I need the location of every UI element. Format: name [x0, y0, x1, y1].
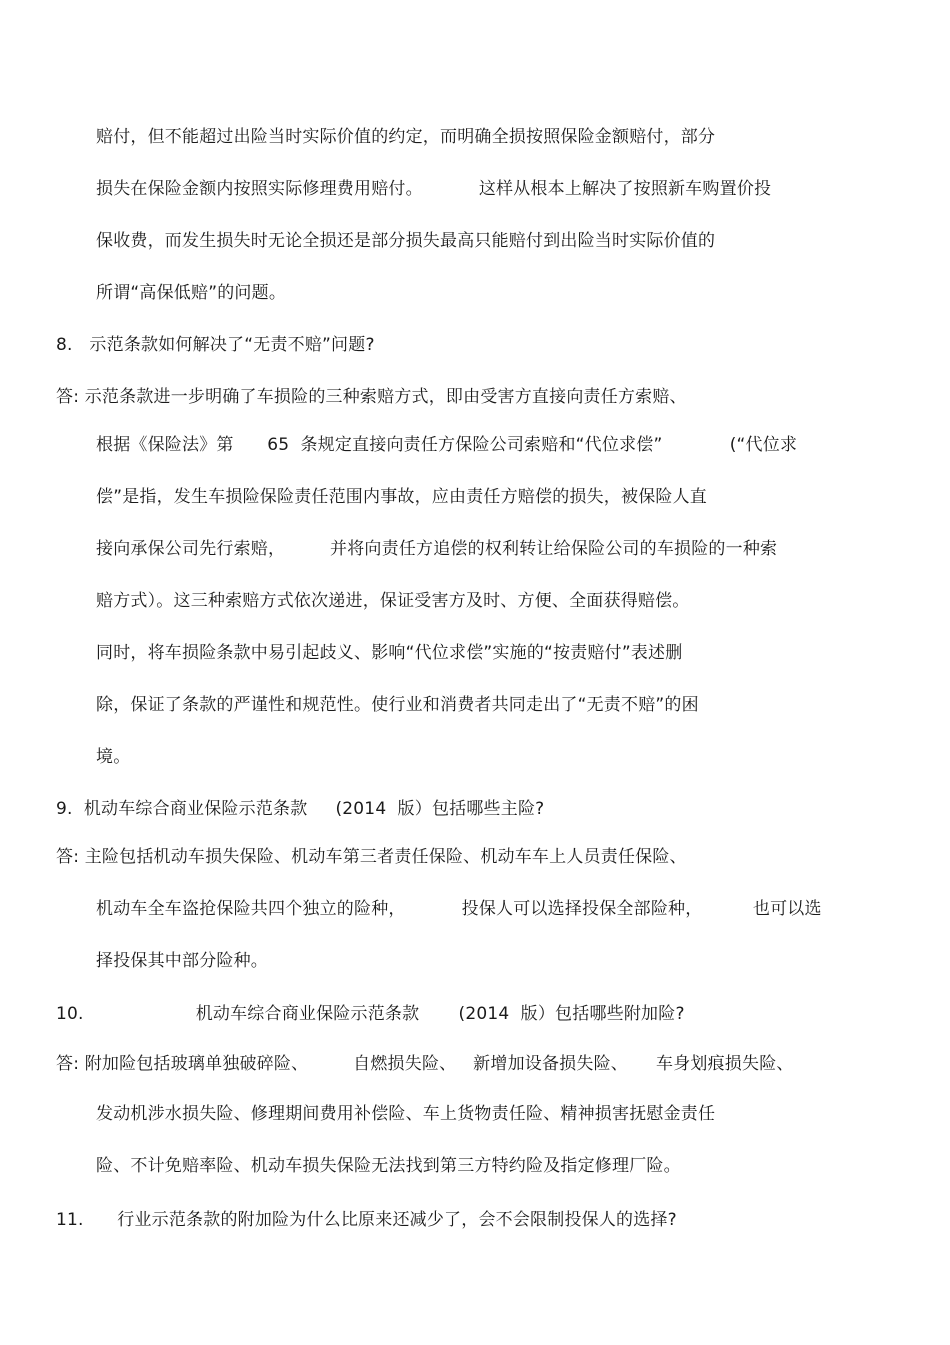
text-line: 所谓“高保低赔”的问题。 — [96, 283, 287, 303]
answer-8-line: 答: 示范条款进一步明确了车损险的三种索赔方式，即由受害方直接向责任方索赔、 — [56, 387, 687, 407]
answer-10-line: 答: 附加险包括玻璃单独破碎险、 自燃损失险、 新增加设备损失险、 车身划痕损失险、 — [56, 1054, 794, 1074]
text-line: 偿”是指，发生车损险保险责任范围内事故，应由责任方赔偿的损失，被保险人直 — [96, 487, 708, 507]
text-line: 险、不计免赔率险、机动车损失保险无法找到第三方特约险及指定修理厂险。 — [96, 1156, 681, 1176]
text-line: 赔付，但不能超过出险当时实际价值的约定，而明确全损按照保险金额赔付，部分 — [96, 127, 716, 147]
text-line: 发动机涉水损失险、修理期间费用补偿险、车上货物责任险、精神损害抚慰金责任 — [96, 1104, 716, 1124]
question-9: 9. 机动车综合商业保险示范条款 (2014 版）包括哪些主险? — [56, 799, 545, 819]
text-line: 择投保其中部分险种。 — [96, 951, 268, 971]
text-line: 机动车全车盗抢保险共四个独立的险种， 投保人可以选择投保全部险种， 也可以选 — [96, 899, 822, 919]
text-line: 根据《保险法》第 65 条规定直接向责任方保险公司索赔和“代位求偿” (“代位求 — [96, 435, 798, 455]
text-line: 境。 — [96, 747, 131, 767]
answer-9-line: 答: 主险包括机动车损失保险、机动车第三者责任保险、机动车车上人员责任保险、 — [56, 847, 687, 867]
question-11: 11. 行业示范条款的附加险为什么比原来还减少了，会不会限制投保人的选择? — [56, 1210, 677, 1230]
text-line: 接向承保公司先行索赔， 并将向责任方追偿的权利转让给保险公司的车损险的一种索 — [96, 539, 778, 559]
text-line: 保收费，而发生损失时无论全损还是部分损失最高只能赔付到出险当时实际价值的 — [96, 231, 716, 251]
text-line: 除，保证了条款的严谨性和规范性。使行业和消费者共同走出了“无责不赔”的困 — [96, 695, 699, 715]
question-10: 10. 机动车综合商业保险示范条款 (2014 版）包括哪些附加险? — [56, 1004, 685, 1024]
question-8: 8. 示范条款如何解决了“无责不赔”问题? — [56, 335, 375, 355]
text-line: 损失在保险金额内按照实际修理费用赔付。 这样从根本上解决了按照新车购置价投 — [96, 179, 772, 199]
text-line: 赔方式）。这三种索赔方式依次递进，保证受害方及时、方便、全面获得赔偿。 — [96, 591, 690, 611]
text-line: 同时，将车损险条款中易引起歧义、影响“代位求偿”实施的“按责赔付”表述删 — [96, 643, 683, 663]
